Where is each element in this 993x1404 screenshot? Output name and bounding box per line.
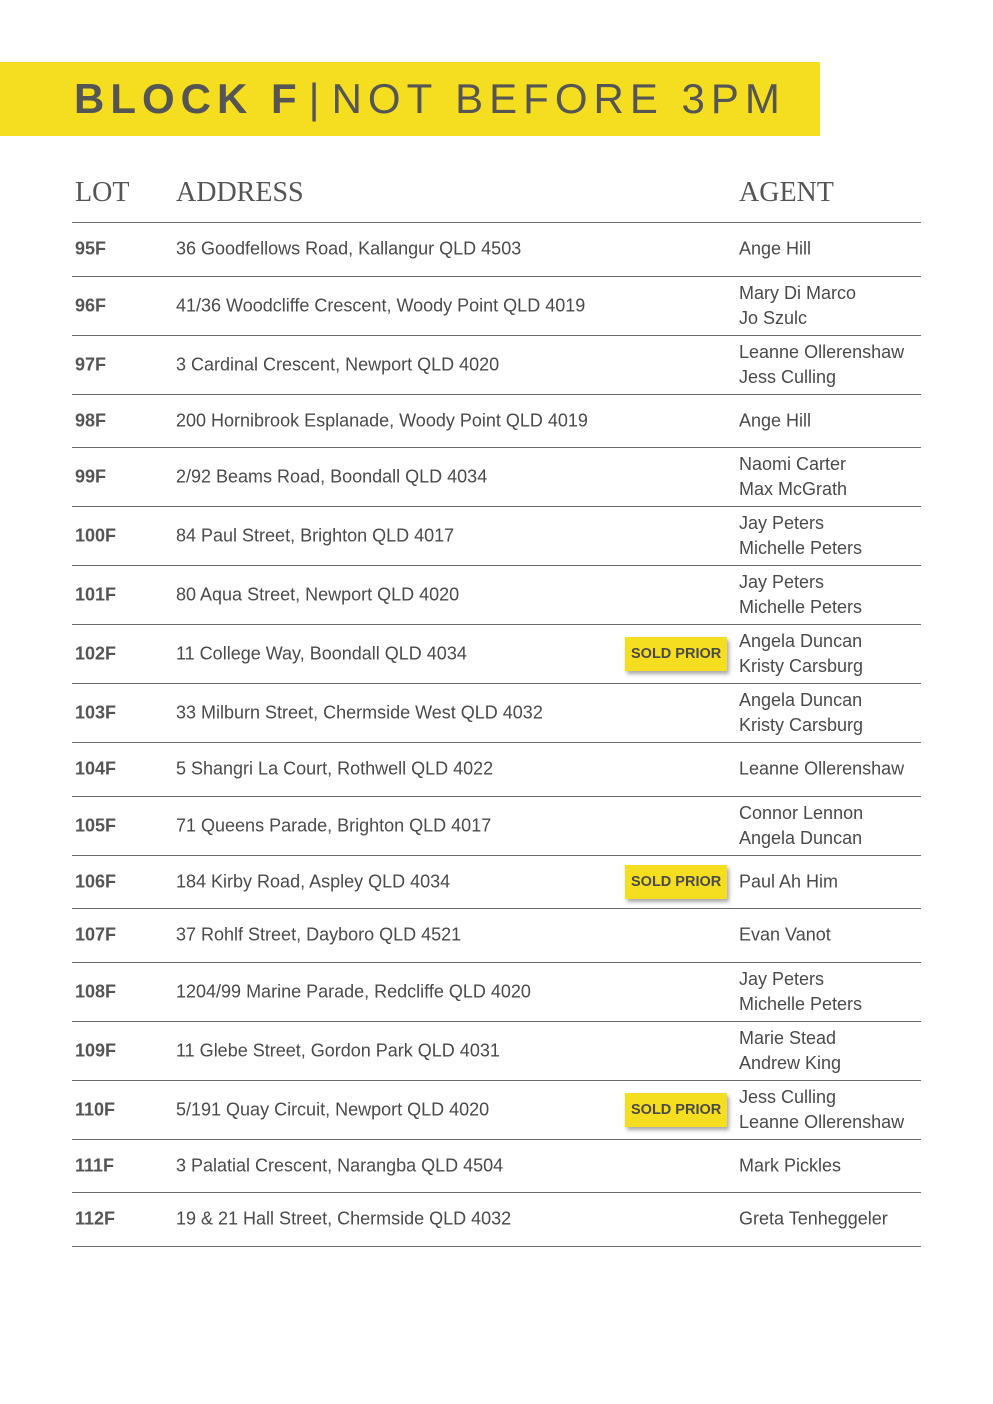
address-column-header: ADDRESS xyxy=(176,177,304,208)
agent-name: Jess Culling xyxy=(739,366,837,387)
agent-name: Michelle Peters xyxy=(739,993,863,1014)
agent-name: Kristy Carsburg xyxy=(739,715,864,735)
table-row xyxy=(72,277,921,336)
agent-name: Marie Stead xyxy=(739,1027,837,1048)
lot-number: 109F xyxy=(75,1040,117,1060)
agent-name: Mary Di Marco xyxy=(739,282,857,303)
table-row xyxy=(72,1193,921,1247)
lot-number: 100F xyxy=(75,525,117,546)
agent-name: Paul Ah Him xyxy=(739,871,839,892)
agent-name: Mark Pickles xyxy=(739,1155,842,1176)
agent-name: Michelle Peters xyxy=(739,538,863,558)
agent-name: Leanne Ollerenshaw xyxy=(739,758,905,779)
property-address: 5/191 Quay Circuit, Newport QLD 4020 xyxy=(176,1099,490,1119)
agent-list xyxy=(739,340,904,390)
agent-name: Greta Tenheggeler xyxy=(739,1208,888,1229)
agent-list xyxy=(739,801,863,851)
property-address: 200 Hornibrook Esplanade, Woody Point QLD 4019 xyxy=(176,410,588,431)
property-address: 2/92 Beams Road, Boondall QLD 4034 xyxy=(176,466,488,487)
table-row xyxy=(72,336,921,395)
agent-list xyxy=(739,757,904,782)
property-address: 80 Aqua Street, Newport QLD 4020 xyxy=(176,584,460,605)
agent-name: Jay Peters xyxy=(739,968,825,989)
lot-number: 107F xyxy=(75,924,117,945)
agent-list xyxy=(739,688,863,738)
sold-prior-badge: SOLD PRIOR xyxy=(625,1093,727,1127)
table-row xyxy=(72,395,921,449)
agent-name: Evan Vanot xyxy=(739,924,831,945)
property-address: 33 Milburn Street, Chermside West QLD 4032 xyxy=(176,702,543,723)
property-address: 5 Shangri La Court, Rothwell QLD 4022 xyxy=(176,758,494,779)
agent-name: Jay Peters xyxy=(739,572,825,592)
lot-number: 101F xyxy=(75,584,117,605)
agent-column-header: AGENT xyxy=(739,177,834,208)
agent-list xyxy=(739,1153,841,1178)
agent-list xyxy=(739,967,862,1017)
agent-name: Ange Hill xyxy=(739,410,812,431)
agent-name: Kristy Carsburg xyxy=(739,656,864,676)
agent-list xyxy=(739,1207,888,1232)
property-address: 84 Paul Street, Brighton QLD 4017 xyxy=(176,525,455,546)
agent-list xyxy=(739,1085,904,1135)
lot-table xyxy=(72,223,921,1247)
agent-name: Jay Peters xyxy=(739,513,825,533)
agent-list xyxy=(739,1026,841,1076)
property-address: 3 Cardinal Crescent, Newport QLD 4020 xyxy=(176,354,500,374)
agent-list xyxy=(739,629,863,679)
agent-name: Jo Szulc xyxy=(739,307,808,328)
agent-list xyxy=(739,570,862,620)
page-title xyxy=(74,75,786,123)
lot-number: 96F xyxy=(75,295,107,315)
agent-list xyxy=(739,281,856,331)
table-row xyxy=(72,448,921,507)
lot-number: 111F xyxy=(75,1155,115,1176)
property-address: 3 Palatial Crescent, Narangba QLD 4504 xyxy=(176,1155,504,1176)
table-row xyxy=(72,743,921,797)
title-divider: | xyxy=(308,75,326,122)
lot-number: 104F xyxy=(75,758,117,779)
lot-number: 112F xyxy=(75,1208,116,1229)
agent-name: Max McGrath xyxy=(739,479,848,499)
table-row xyxy=(72,1081,921,1140)
sold-prior-badge: SOLD PRIOR xyxy=(625,865,727,899)
agent-name: Angela Duncan xyxy=(739,631,863,651)
table-row xyxy=(72,856,921,910)
property-address: 19 & 21 Hall Street, Chermside QLD 4032 xyxy=(176,1208,512,1229)
table-row xyxy=(72,566,921,625)
agent-name: Andrew King xyxy=(739,1052,842,1073)
title-banner xyxy=(0,62,820,136)
lot-number: 102F xyxy=(75,643,117,664)
property-address: 37 Rohlf Street, Dayboro QLD 4521 xyxy=(176,924,462,945)
lot-number: 98F xyxy=(75,410,107,431)
table-row xyxy=(72,797,921,856)
table-row xyxy=(72,507,921,566)
lot-number: 108F xyxy=(75,981,117,1001)
table-header xyxy=(72,170,921,223)
lot-column-header: LOT xyxy=(75,177,130,208)
agent-name: Naomi Carter xyxy=(739,454,847,474)
property-address: 41/36 Woodcliffe Crescent, Woody Point QLD 4019 xyxy=(176,295,586,315)
agent-list xyxy=(739,408,811,433)
property-address: 36 Goodfellows Road, Kallangur QLD 4503 xyxy=(176,238,522,259)
agent-name: Michelle Peters xyxy=(739,597,863,617)
lot-number: 105F xyxy=(75,815,117,835)
agent-name: Connor Lennon xyxy=(739,802,864,823)
property-address: 71 Queens Parade, Brighton QLD 4017 xyxy=(176,815,492,835)
table-row xyxy=(72,1140,921,1194)
agent-name: Leanne Ollerenshaw xyxy=(739,341,905,362)
agent-list xyxy=(739,511,862,561)
agent-list xyxy=(739,869,838,894)
lot-number: 103F xyxy=(75,702,117,723)
lot-number: 97F xyxy=(75,354,107,374)
property-address: 184 Kirby Road, Aspley QLD 4034 xyxy=(176,871,451,892)
agent-list xyxy=(739,923,831,948)
lot-number: 95F xyxy=(75,238,107,259)
table-row xyxy=(72,963,921,1022)
block-label: BLOCK F xyxy=(74,75,303,122)
time-label: NOT BEFORE 3PM xyxy=(331,75,786,122)
table-row xyxy=(72,1022,921,1081)
property-address: 11 College Way, Boondall QLD 4034 xyxy=(176,643,467,664)
property-address: 1204/99 Marine Parade, Redcliffe QLD 4020 xyxy=(176,981,531,1001)
sold-prior-badge: SOLD PRIOR xyxy=(625,637,727,671)
agent-name: Jess Culling xyxy=(739,1086,837,1107)
agent-list xyxy=(739,452,847,502)
table-row xyxy=(72,625,921,684)
property-address: 11 Glebe Street, Gordon Park QLD 4031 xyxy=(176,1040,500,1060)
agent-name: Angela Duncan xyxy=(739,827,863,848)
table-row xyxy=(72,223,921,277)
lot-number: 106F xyxy=(75,871,117,892)
lot-number: 99F xyxy=(75,466,107,487)
table-row xyxy=(72,684,921,743)
agent-name: Ange Hill xyxy=(739,238,812,259)
agent-name: Angela Duncan xyxy=(739,690,863,710)
agent-name: Leanne Ollerenshaw xyxy=(739,1111,905,1132)
lot-number: 110F xyxy=(75,1099,116,1119)
agent-list xyxy=(739,237,811,262)
table-row xyxy=(72,909,921,963)
